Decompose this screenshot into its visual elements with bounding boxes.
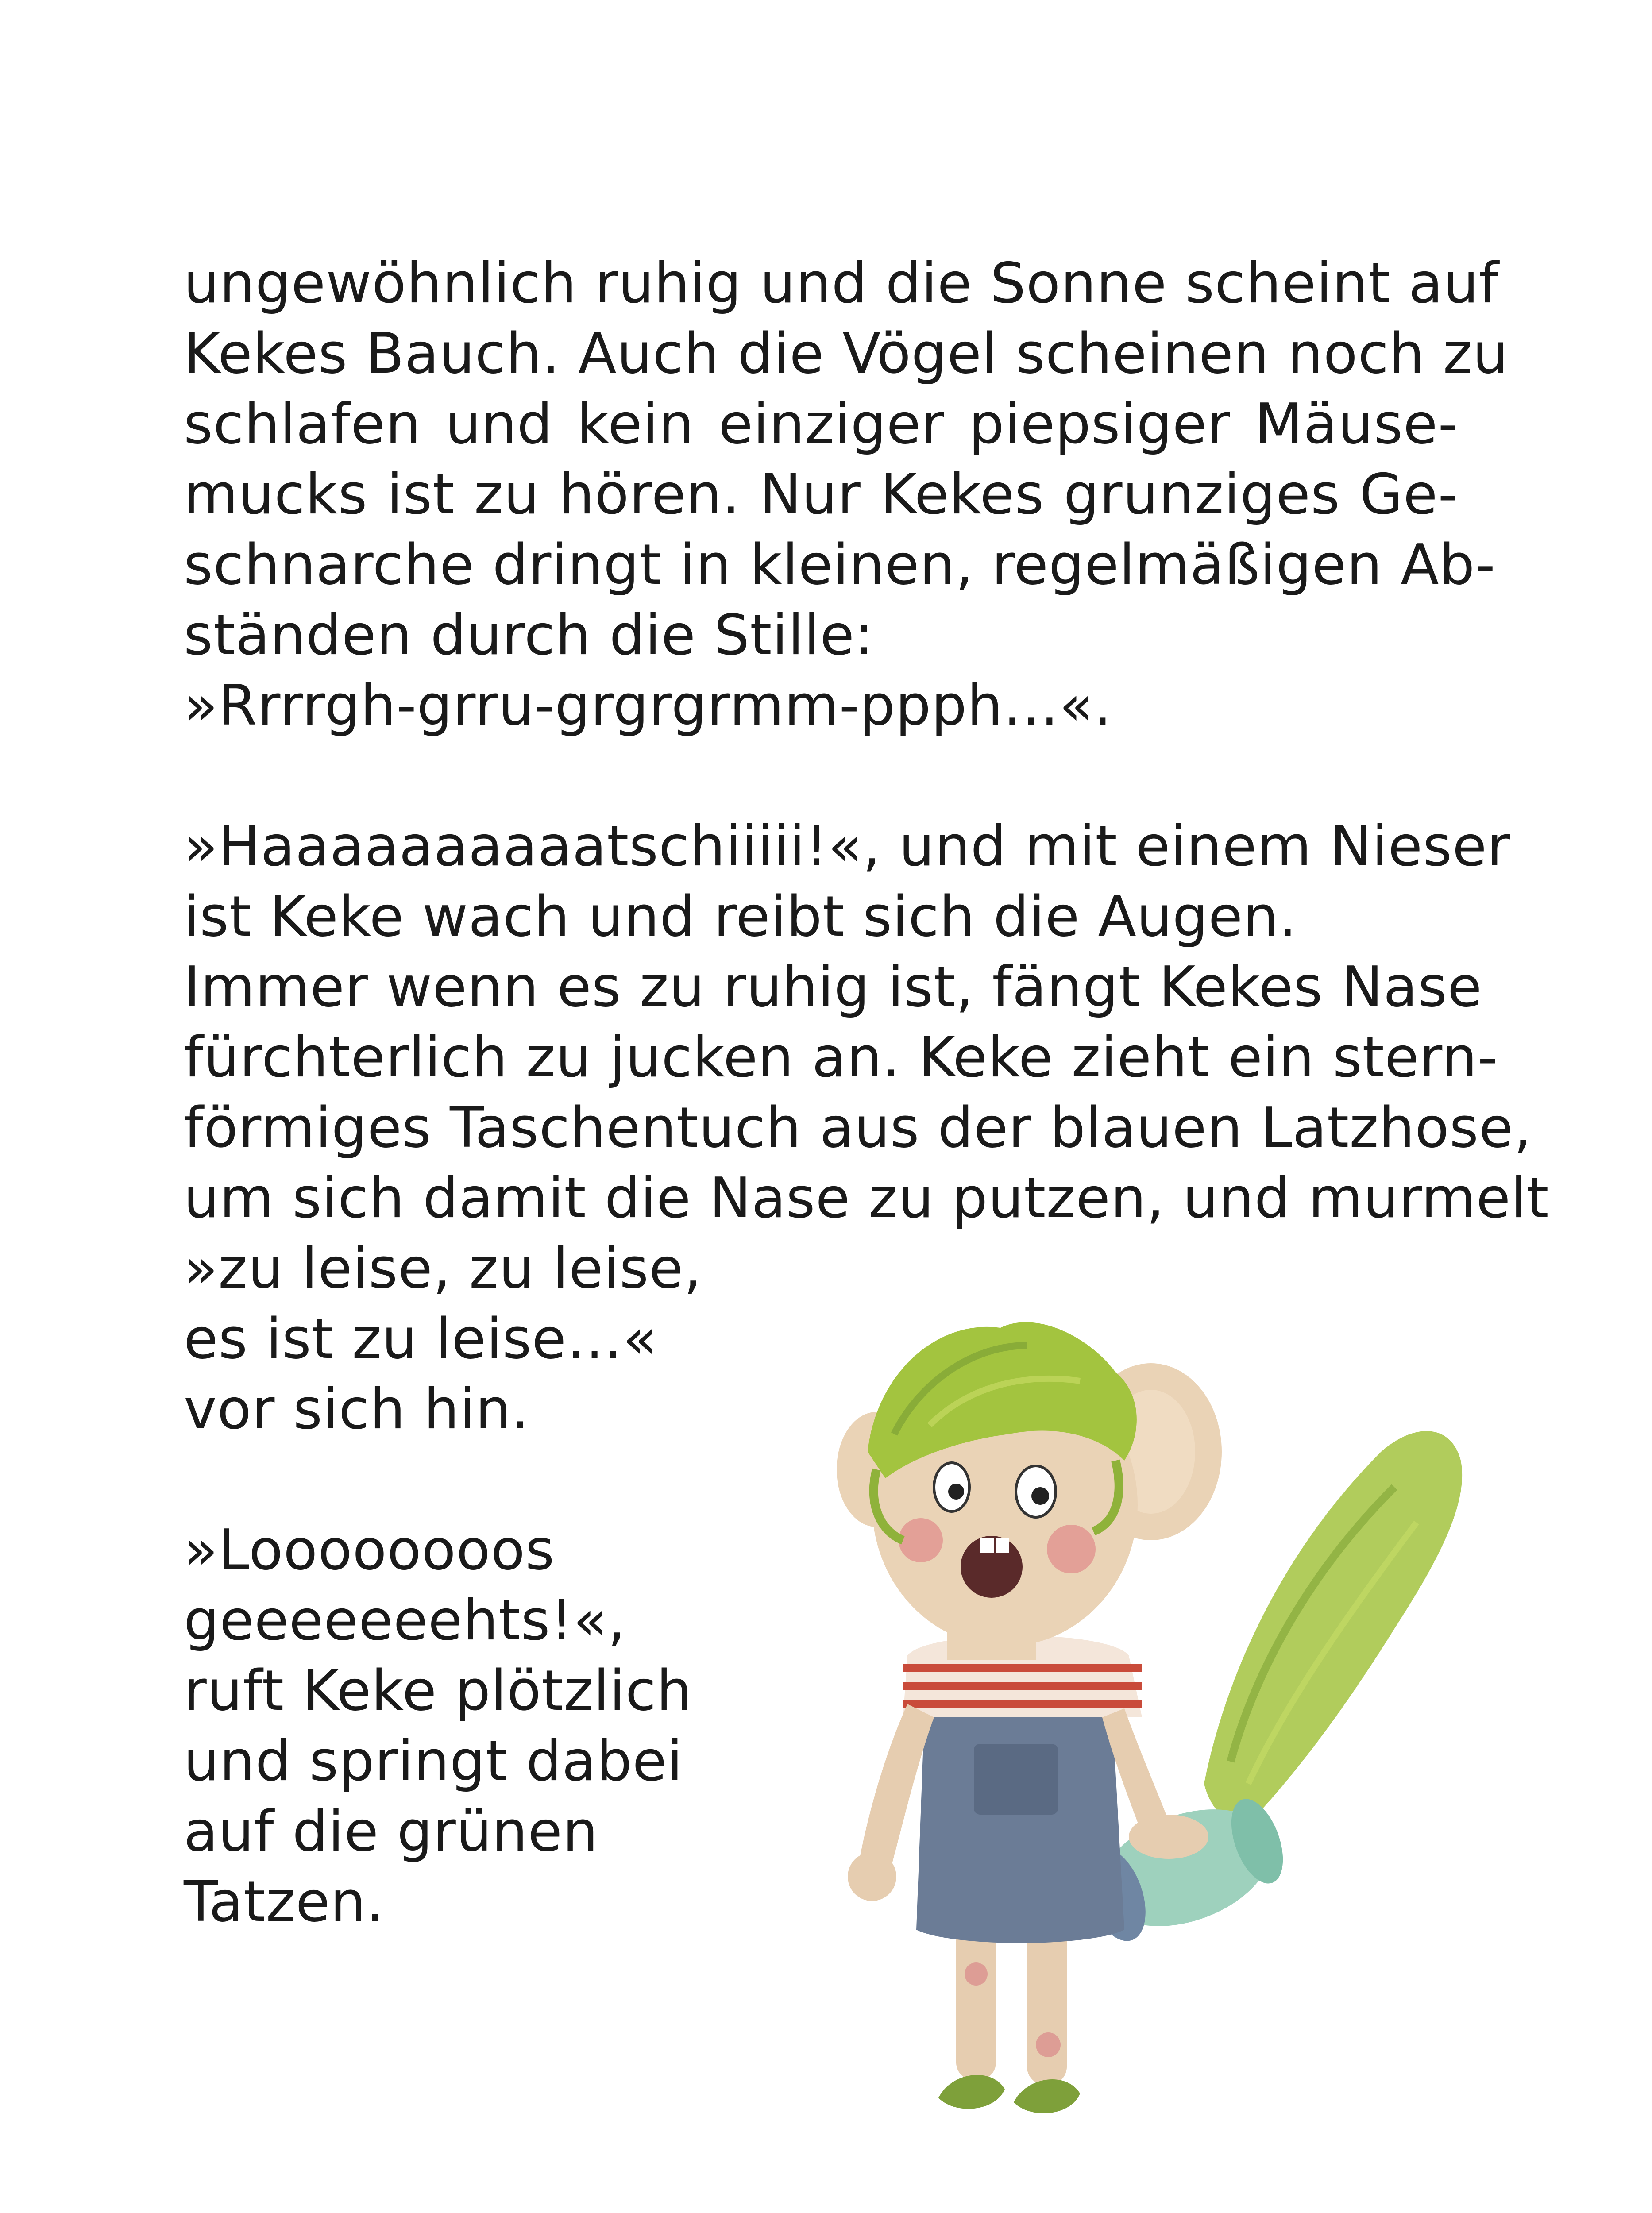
text-line: »Loooooooos xyxy=(184,1517,555,1582)
text-line: geeeeeeehts!«, xyxy=(184,1588,626,1653)
text-line: förmiges Taschentuch aus der blauen Latzhose, xyxy=(184,1095,1532,1160)
text-line: auf die grünen xyxy=(184,1799,598,1864)
text-line: es ist zu leise…« xyxy=(184,1306,658,1371)
text-line: ungewöhnlich ruhig und die Sonne scheint auf xyxy=(184,251,1499,316)
text-line: »zu leise, zu leise, xyxy=(184,1236,702,1301)
text-line: Immer wenn es zu ruhig ist, fängt Kekes Nase xyxy=(184,954,1482,1019)
keke-character-illustration xyxy=(806,1319,1558,2182)
text-line: und springt dabei xyxy=(184,1728,683,1793)
text-line: vor sich hin. xyxy=(184,1376,530,1442)
text-line: ist Keke wach und reibt sich die Augen. xyxy=(184,884,1297,949)
text-line: fürchterlich zu jucken an. Keke zieht ein stern- xyxy=(184,1025,1498,1090)
text-line: Kekes Bauch. Auch die Vögel scheinen noch zu xyxy=(184,321,1509,386)
paragraph-1 xyxy=(184,248,1509,740)
text-line: ruft Keke plötzlich xyxy=(184,1658,692,1723)
paragraph-gap xyxy=(184,740,1459,811)
text-line: »Haaaaaaaaaatschiiiii!«, und mit einem Nieser xyxy=(184,813,1511,879)
text-line: »Rrrrgh-grru-grgrgrmm-ppph…«. xyxy=(184,673,1112,738)
legs xyxy=(938,1916,1080,2113)
text-line: Tatzen. xyxy=(184,1869,385,1934)
text-line: schnarche dringt in kleinen, regelmäßigen Ab- xyxy=(184,532,1496,597)
text-line: um sich damit die Nase zu putzen, und murmelt xyxy=(184,1165,1549,1230)
tail xyxy=(1204,1431,1462,1822)
text-line: schlafen und kein einziger piepsiger Mäuse- xyxy=(184,391,1459,456)
text-line: ständen durch die Stille: xyxy=(184,602,874,667)
text-line: mucks ist zu hören. Nur Kekes grunziges Ge- xyxy=(184,462,1459,527)
